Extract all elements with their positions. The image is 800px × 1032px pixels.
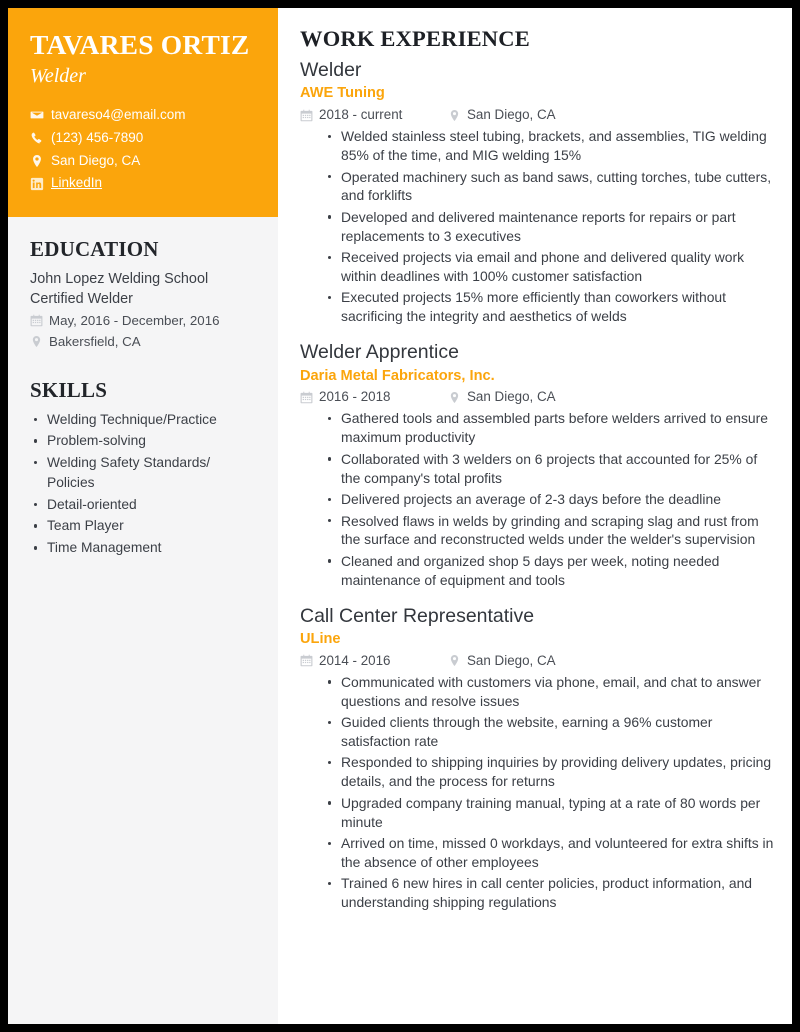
main-column — [278, 8, 792, 1024]
contact-linkedin-text[interactable]: LinkedIn — [51, 175, 103, 191]
job-dates: 2018 - current — [319, 107, 403, 123]
list-item: Trained 6 new hires in call center policies, product information, and understanding shipping regulations — [326, 874, 774, 912]
list-item: Time Management — [30, 538, 256, 558]
job-entry — [300, 58, 774, 326]
candidate-name: TAVARES ORTIZ — [30, 29, 250, 60]
education-location: Bakersfield, CA — [49, 333, 141, 349]
linkedin-icon — [30, 177, 44, 191]
list-item: Guided clients through the website, earning a 96% customer satisfaction rate — [326, 713, 774, 751]
phone-icon — [30, 131, 44, 145]
job-bullets — [300, 409, 774, 589]
list-item: Arrived on time, missed 0 workdays, and volunteered for extra shifts in the absence of other employees — [326, 834, 774, 872]
job-meta — [300, 651, 774, 671]
list-item: Received projects via email and phone and delivered quality work within deadlines with 100% customer satisfaction — [326, 248, 774, 286]
list-item: Cleaned and organized shop 5 days per week, noting needed maintenance of equipment and tools — [326, 552, 774, 590]
job-dates: 2014 - 2016 — [319, 652, 391, 668]
job-dates-group — [300, 105, 448, 125]
education-dates-row — [30, 311, 256, 331]
envelope-icon — [30, 108, 44, 122]
list-item: Welded stainless steel tubing, brackets, and assemblies, TIG welding 85% of the time, and MIG welding 15% — [326, 127, 774, 165]
job-location-group — [448, 105, 556, 125]
list-item: Problem-solving — [30, 431, 256, 451]
resume-page — [8, 8, 792, 1024]
candidate-title: Welder — [30, 64, 86, 87]
list-item: Collaborated with 3 welders on 6 projects that accounted for 25% of the company's total profits — [326, 450, 774, 488]
job-dates: 2016 - 2018 — [319, 389, 391, 405]
calendar-icon — [300, 654, 313, 667]
job-location-group — [448, 387, 556, 407]
job-company: AWE Tuning — [300, 85, 385, 102]
list-item: Communicated with customers via phone, email, and chat to answer questions and resolve issues — [326, 673, 774, 711]
list-item: Gathered tools and assembled parts before welders arrived to ensure maximum productivity — [326, 409, 774, 447]
education-location-row — [30, 332, 256, 352]
job-location: San Diego, CA — [467, 389, 556, 405]
education-heading: EDUCATION — [30, 237, 159, 261]
contact-location-text: San Diego, CA — [51, 152, 141, 168]
job-entry — [300, 340, 774, 589]
work-experience-heading: WORK EXPERIENCE — [300, 26, 530, 51]
contact-email[interactable] — [30, 105, 256, 126]
skills-list — [30, 410, 256, 558]
sidebar-body — [8, 217, 278, 558]
list-item: Developed and delivered maintenance reports for repairs or part replacements to 3 executives — [326, 208, 774, 246]
list-item: Welding Technique/Practice — [30, 410, 256, 430]
list-item: Detail-oriented — [30, 495, 256, 515]
calendar-icon — [30, 314, 43, 327]
map-pin-icon — [448, 391, 461, 404]
job-location-group — [448, 651, 556, 671]
map-pin-icon — [448, 654, 461, 667]
education-dates: May, 2016 - December, 2016 — [49, 312, 220, 328]
list-item: Upgraded company training manual, typing at a rate of 80 words per minute — [326, 794, 774, 832]
contact-phone-text: (123) 456-7890 — [51, 129, 144, 145]
job-company: Daria Metal Fabricators, Inc. — [300, 367, 495, 384]
education-degree: Certified Welder — [30, 291, 133, 308]
job-meta — [300, 105, 774, 125]
list-item: Resolved flaws in welds by grinding and scraping slag and rust from the surface and reconstructed welds under the welder's supervision — [326, 512, 774, 550]
job-title: Call Center Representative — [300, 604, 535, 627]
education-section — [30, 237, 256, 352]
list-item: Operated machinery such as band saws, cutting torches, tube cutters, and forklifts — [326, 168, 774, 206]
job-location: San Diego, CA — [467, 652, 556, 668]
calendar-icon — [300, 391, 313, 404]
list-item: Team Player — [30, 516, 256, 536]
job-title: Welder — [300, 59, 362, 81]
job-company: ULine — [300, 631, 341, 647]
job-dates-group — [300, 651, 448, 671]
list-item: Welding Safety Standards/ Policies — [30, 453, 256, 493]
job-dates-group — [300, 387, 448, 407]
list-item: Delivered projects an average of 2-3 days before the deadline — [326, 490, 774, 509]
map-pin-icon — [30, 335, 43, 348]
job-title: Welder Apprentice — [300, 341, 459, 364]
contact-location — [30, 151, 256, 172]
calendar-icon — [300, 109, 313, 122]
contact-email-text: tavareso4@email.com — [51, 106, 186, 122]
list-item: Executed projects 15% more efficiently than coworkers without sacrificing the integrity and aesthetics of welds — [326, 288, 774, 326]
job-bullets — [300, 673, 774, 912]
skills-heading: SKILLS — [30, 377, 108, 402]
contact-linkedin[interactable] — [30, 173, 256, 194]
contact-phone[interactable] — [30, 128, 256, 149]
job-bullets — [300, 127, 774, 326]
job-meta — [300, 387, 774, 407]
job-location: San Diego, CA — [467, 107, 556, 123]
map-pin-icon — [30, 154, 44, 168]
map-pin-icon — [448, 109, 461, 122]
contact-list — [30, 105, 256, 195]
job-entry — [300, 604, 774, 913]
list-item: Responded to shipping inquiries by providing delivery updates, pricing details, and the process for returns — [326, 753, 774, 791]
sidebar-header — [8, 8, 278, 217]
skills-section — [30, 378, 256, 558]
sidebar — [8, 8, 278, 1024]
education-school: John Lopez Welding School — [30, 271, 209, 287]
